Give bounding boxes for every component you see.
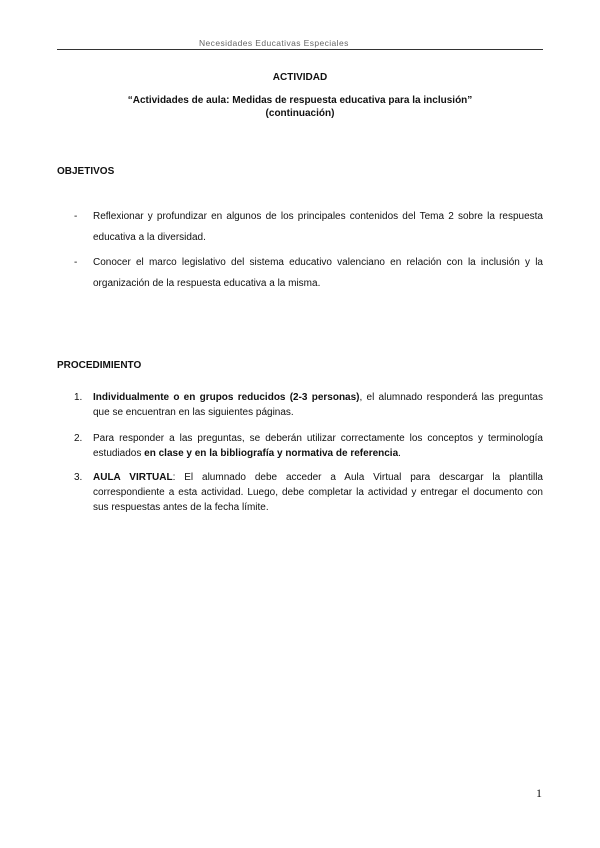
objetivo-text: Reflexionar y profundizar en algunos de los principales contenidos del Tema 2 sobre la respuesta educativa a la diversidad. <box>93 211 543 243</box>
item-text <box>93 390 543 420</box>
objetivos-heading: OBJETIVOS <box>57 166 115 177</box>
title-subtitle: “Actividades de aula: Medidas de respuesta educativa para la inclusión” <box>127 95 473 106</box>
procedimiento-item-1 <box>57 390 543 420</box>
objetivo-item-1 <box>57 206 543 248</box>
header-rule <box>57 49 543 50</box>
item-bold-text: Individualmente o en grupos reducidos (2-3 personas) <box>93 392 360 403</box>
item-bold-text: en clase y en la bibliografía y normativa de referencia <box>144 448 399 459</box>
item-text <box>93 470 543 515</box>
item-text <box>93 431 543 461</box>
bullet-dash: - <box>74 211 78 222</box>
objetivo-text: Conocer el marco legislativo del sistema educativo valenciano en relación con la inclusión y la organización de la respuesta educativa a la misma. <box>93 257 543 289</box>
item-number: 3. <box>74 472 83 483</box>
bullet-dash: - <box>74 257 78 268</box>
item-number: 1. <box>74 392 83 403</box>
procedimiento-heading: PROCEDIMIENTO <box>57 360 142 371</box>
header-text: Necesidades Educativas Especiales <box>199 38 349 48</box>
title-continuation: (continuación) <box>265 108 335 119</box>
title-activity: ACTIVIDAD <box>272 72 328 83</box>
item-pre-text: Para responder a las preguntas, se deberán utilizar correctamente los conceptos y terminología estudiados <box>93 433 543 459</box>
item-rest-text: : El alumnado debe acceder a Aula Virtual para descargar la plantilla correspondiente a esta actividad. Luego, debe completar la actividad y entregar el documento con sus respuestas antes de la fecha límite. <box>93 472 543 513</box>
item-rest-text: , el alumnado responderá las preguntas que se encuentran en las siguientes páginas. <box>93 392 543 418</box>
objetivo-item-2 <box>57 252 543 294</box>
item-rest-text: . <box>398 448 401 459</box>
page-number: 1 <box>536 786 542 800</box>
procedimiento-item-2 <box>57 431 543 461</box>
item-bold-text: AULA VIRTUAL <box>93 472 173 483</box>
item-number: 2. <box>74 433 83 444</box>
procedimiento-item-3 <box>57 470 543 515</box>
